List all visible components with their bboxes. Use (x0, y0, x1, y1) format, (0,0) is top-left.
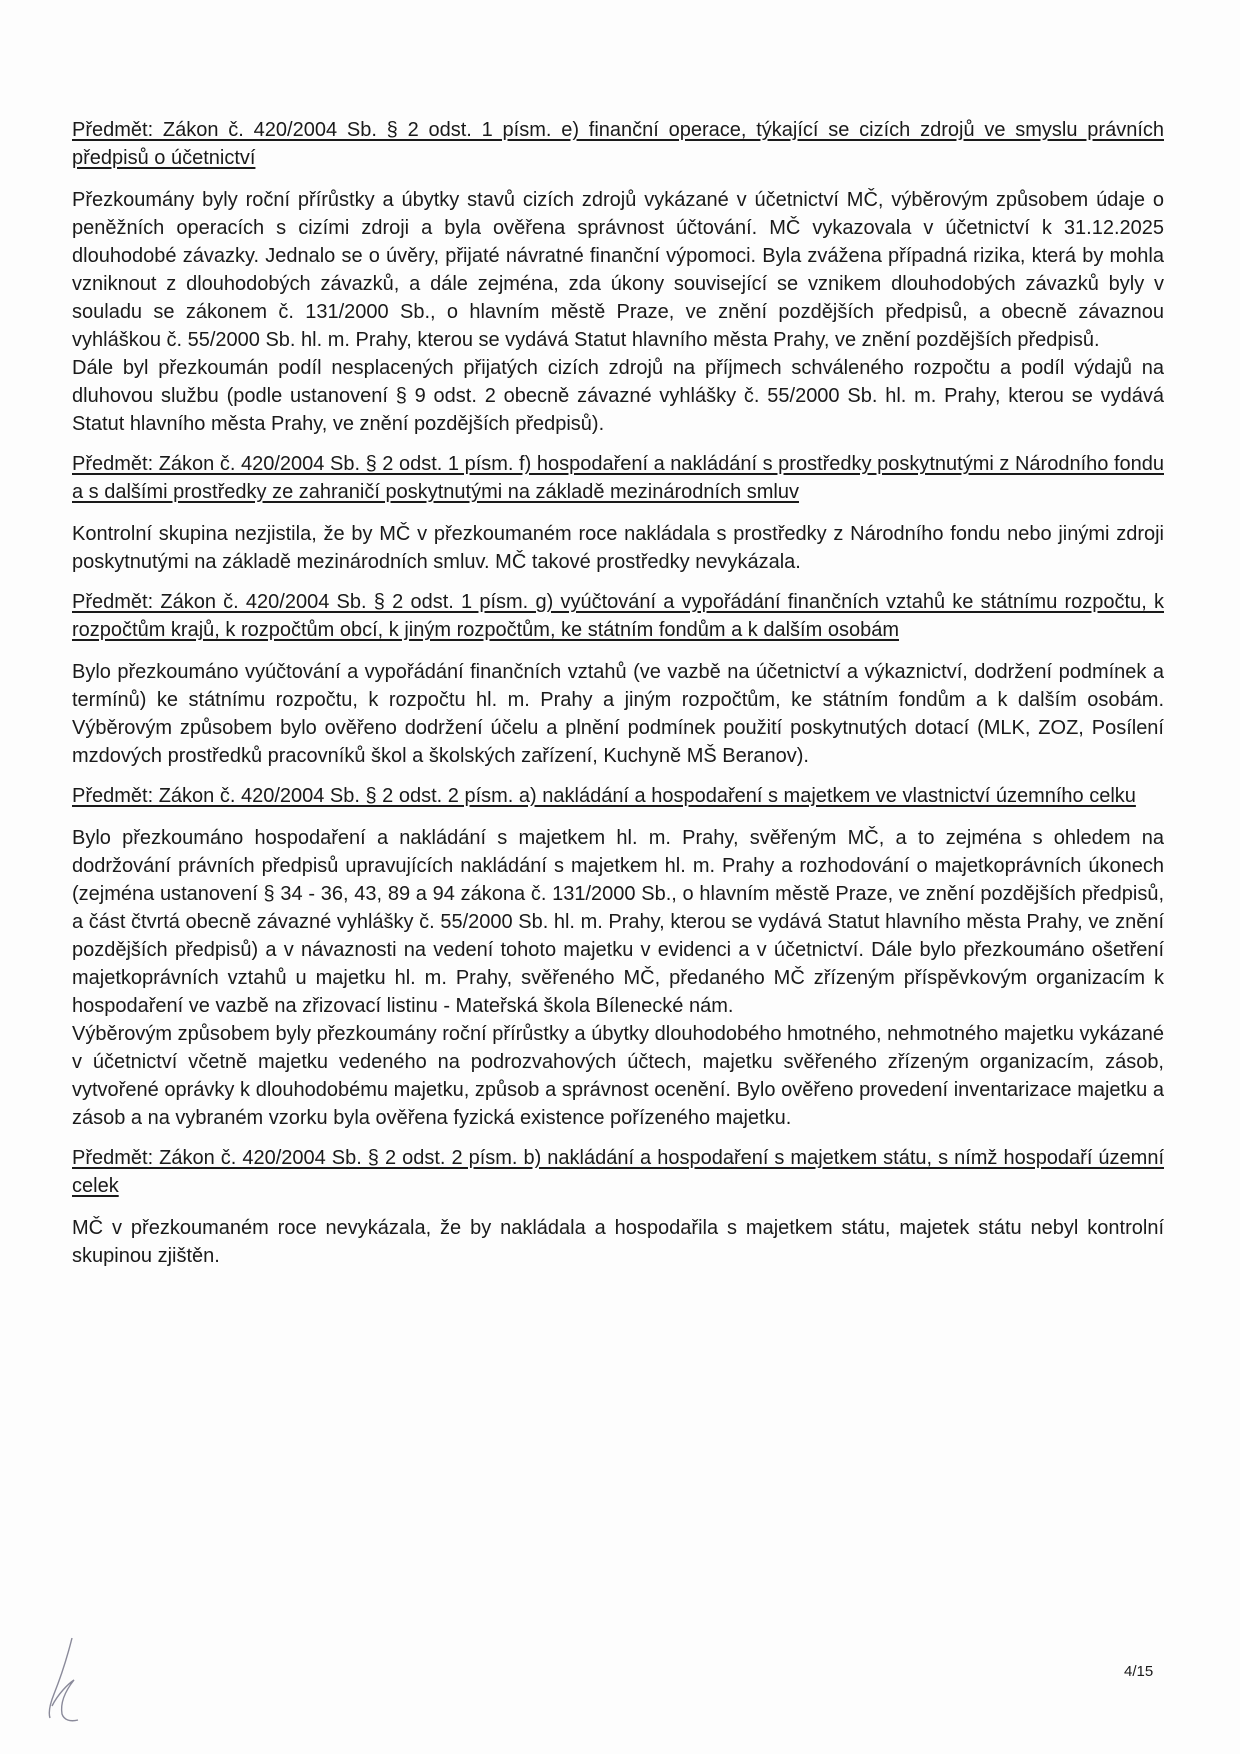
section-heading: Předmět: Zákon č. 420/2004 Sb. § 2 odst. 1 písm. f) hospodaření a nakládání s prostředky poskytnutými z Národního fondu a s dalšími prostředky ze zahraničí poskytnutými na základě mezinárodních smluv (72, 453, 1164, 503)
paragraph: Přezkoumány byly roční přírůstky a úbytky stavů cizích zdrojů vykázané v účetnictví MČ, výběrovým způsobem údaje o peněžních operacích s cizími zdroji a byla ověřena správnost účtování. MČ vykazovala v účetnictví k 31.12.2025 dlouhodobé závazky. Jednalo se o úvěry, přijaté návratné finanční výpomoci. Byla zvážena případná rizika, která by mohla vzniknout z dlouhodobých závazků, a dále zejména, zda úkony související se vznikem dlouhodobých závazků byly v souladu se zákonem č. 131/2000 Sb., o hlavním městě Praze, ve znění pozdějších předpisů, a obecně závaznou vyhláškou č. 55/2000 Sb. hl. m. Prahy, kterou se vydává Statut hlavního města Prahy, ve znění pozdějších předpisů. (72, 189, 1164, 351)
section-body (72, 520, 1164, 576)
paragraph: MČ v přezkoumaném roce nevykázala, že by nakládala a hospodařila s majetkem státu, majetek státu nebyl kontrolní skupinou zjištěn. (72, 1217, 1164, 1267)
section-body (72, 824, 1164, 1132)
section-body (72, 658, 1164, 770)
section-heading: Předmět: Zákon č. 420/2004 Sb. § 2 odst. 2 písm. b) nakládání a hospodaření s majetkem státu, s nímž hospodaří územní celek (72, 1147, 1164, 1197)
paragraph: Kontrolní skupina nezjistila, že by MČ v přezkoumaném roce nakládala s prostředky z Národního fondu nebo jinými zdroji poskytnutými na základě mezinárodních smluv. MČ takové prostředky nevykázala. (72, 523, 1164, 573)
section-body (72, 1214, 1164, 1270)
section-f (72, 450, 1164, 576)
paragraph: Výběrovým způsobem byly přezkoumány roční přírůstky a úbytky dlouhodobého hmotného, nehmotného majetku vykázané v účetnictví včetně majetku vedeného na podrozvahových účtech, majetku svěřeného zřízeným organizacím, zásob, vytvořené oprávky k dlouhodobému majetku, způsob a správnost ocenění. Bylo ověřeno provedení inventarizace majetku a zásob a na vybraném vzorku byla ověřena fyzická existence pořízeného majetku. (72, 1023, 1164, 1129)
paragraph: Bylo přezkoumáno hospodaření a nakládání s majetkem hl. m. Prahy, svěřeným MČ, a to zejména s ohledem na dodržování právních předpisů upravujících nakládání s majetkem hl. m. Prahy a rozhodování o majetkoprávních úkonech (zejména ustanovení § 34 - 36, 43, 89 a 94 zákona č. 131/2000 Sb., o hlavním městě Praze, ve znění pozdějších předpisů, a část čtvrtá obecně závazné vyhlášky č. 55/2000 Sb. hl. m. Prahy, kterou se vydává Statut hlavního města Prahy, ve znění pozdějších předpisů) a v návaznosti na vedení tohoto majetku v evidenci a v účetnictví. Dále bylo přezkoumáno ošetření majetkoprávních vztahů u majetku hl. m. Prahy, svěřeného MČ, předaného MČ zřízeným příspěvkovým organizacím k hospodaření ve vazbě na zřizovací listinu - Mateřská škola Bílenecké nám. (72, 827, 1164, 1017)
section-heading: Předmět: Zákon č. 420/2004 Sb. § 2 odst. 1 písm. g) vyúčtování a vypořádání finančních vztahů ke státnímu rozpočtu, k rozpočtům krajů, k rozpočtům obcí, k jiným rozpočtům, ke státním fondům a k dalším osobám (72, 591, 1164, 641)
section-g (72, 588, 1164, 770)
section-2a (72, 782, 1164, 1132)
signature-icon (38, 1634, 98, 1724)
section-heading: Předmět: Zákon č. 420/2004 Sb. § 2 odst. 1 písm. e) finanční operace, týkající se cizích zdrojů ve smyslu právních předpisů o účetnictví (72, 119, 1164, 169)
section-body (72, 186, 1164, 438)
paragraph: Dále byl přezkoumán podíl nesplacených přijatých cizích zdrojů na příjmech schváleného rozpočtu a podíl výdajů na dluhovou službu (podle ustanovení § 9 odst. 2 obecně závazné vyhlášky č. 55/2000 Sb. hl. m. Prahy, kterou se vydává Statut hlavního města Prahy, ve znění pozdějších předpisů). (72, 357, 1164, 435)
paragraph: Bylo přezkoumáno vyúčtování a vypořádání finančních vztahů (ve vazbě na účetnictví a výkaznictví, dodržení podmínek a termínů) ke státnímu rozpočtu, k rozpočtu hl. m. Prahy a jiným rozpočtům, ke státním fondům a k dalším osobám. Výběrovým způsobem bylo ověřeno dodržení účelu a plnění podmínek použití poskytnutých dotací (MLK, ZOZ, Posílení mzdových prostředků pracovníků škol a školských zařízení, Kuchyně MŠ Beranov). (72, 661, 1164, 767)
document-body (72, 116, 1164, 1282)
section-heading: Předmět: Zákon č. 420/2004 Sb. § 2 odst. 2 písm. a) nakládání a hospodaření s majetkem ve vlastnictví územního celku (72, 785, 1136, 807)
page-number: 4/15 (1124, 1663, 1154, 1680)
section-2b (72, 1144, 1164, 1270)
section-e (72, 116, 1164, 438)
